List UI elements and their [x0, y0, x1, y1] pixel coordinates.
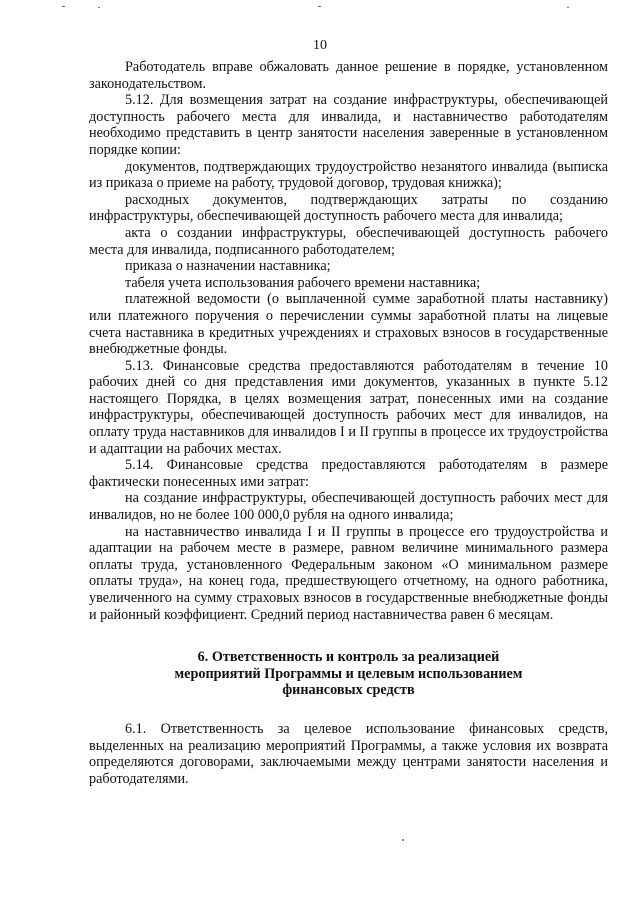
paragraph: акта о создании инфраструктуры, обеспечивающей доступность рабочего места для инвалида, подписанного работодателем;	[89, 224, 608, 258]
paragraph: табеля учета использования рабочего времени наставника;	[125, 274, 481, 291]
section-heading-line: 6. Ответственность и контроль за реализацией	[197, 649, 500, 666]
scan-speck	[402, 839, 404, 841]
paragraph: 5.12. Для возмещения затрат на создание инфраструктуры, обеспечивающей доступность рабочего места для инвалида, и наставничество работодателям необходимо представить в центр занятости населения заверенные в установленном порядке копии:	[89, 92, 608, 158]
scan-speck	[62, 6, 65, 7]
paragraph: приказа о назначении наставника;	[125, 258, 331, 275]
paragraph: на наставничество инвалида I и II группы в процессе его трудоустройства и адаптации на рабочем месте в размере, равном величине минимального размера оплаты труда, установленного Федеральным законом «О минимальном размере оплаты труда», на конец года, предшествующего отчетному, на одного работника, увеличенного на сумму страховых взносов в государственные внебюджетные фонды и районный коэффициент. Средний период наставничества равен 6 месяцам.	[89, 523, 608, 623]
paragraph: 5.13. Финансовые средства предоставляются работодателям в течение 10 рабочих дней со дня представления ими документов, указанных в пункте 5.12 настоящего Порядка, в целях возмещения затрат, понесенных ими на создание инфраструктуры, обеспечивающей доступность рабочих мест для инвалидов, на оплату труда наставников для инвалидов I и II группы в процессе их трудоустройства и адаптации на рабочих местах.	[89, 357, 608, 457]
paragraph: платежной ведомости (о выплаченной сумме заработной платы наставнику) или платежного поручения о перечислении суммы заработной платы на лицевые счета наставника в кредитных учреждениях и страховых взносов в государственные внебюджетные фонды.	[89, 291, 608, 358]
scan-speck	[567, 7, 569, 8]
scan-speck	[98, 7, 100, 8]
section-heading	[89, 649, 608, 699]
paragraph: документов, подтверждающих трудоустройство незанятого инвалида (выписка из приказа о приеме на работу, трудовой договор, трудовая книжка);	[89, 158, 608, 192]
section-heading-line: финансовых средств	[282, 682, 415, 699]
paragraph: 6.1. Ответственность за целевое использование финансовых средств, выделенных на реализацию мероприятий Программы, а также условия их возврата определяются договорами, заключаемыми между центрами занятости населения и работодателями.	[89, 720, 608, 787]
scan-speck	[318, 6, 321, 7]
paragraph: 5.14. Финансовые средства предоставляются работодателям в размере фактически понесенных ими затрат:	[89, 457, 608, 490]
document-body	[89, 59, 608, 787]
paragraph: на создание инфраструктуры, обеспечивающей доступность рабочих мест для инвалидов, но не более 100 000,0 рубля на одного инвалида;	[89, 490, 608, 524]
page-number: 10	[313, 38, 327, 53]
paragraph: расходных документов, подтверждающих затраты по созданию инфраструктуры, обеспечивающей доступность рабочего места для инвалида;	[89, 191, 608, 225]
paragraph: Работодатель вправе обжаловать данное решение в порядке, установленном законодательством.	[89, 59, 608, 92]
section-heading-line: мероприятий Программы и целевым использованием	[174, 665, 523, 682]
